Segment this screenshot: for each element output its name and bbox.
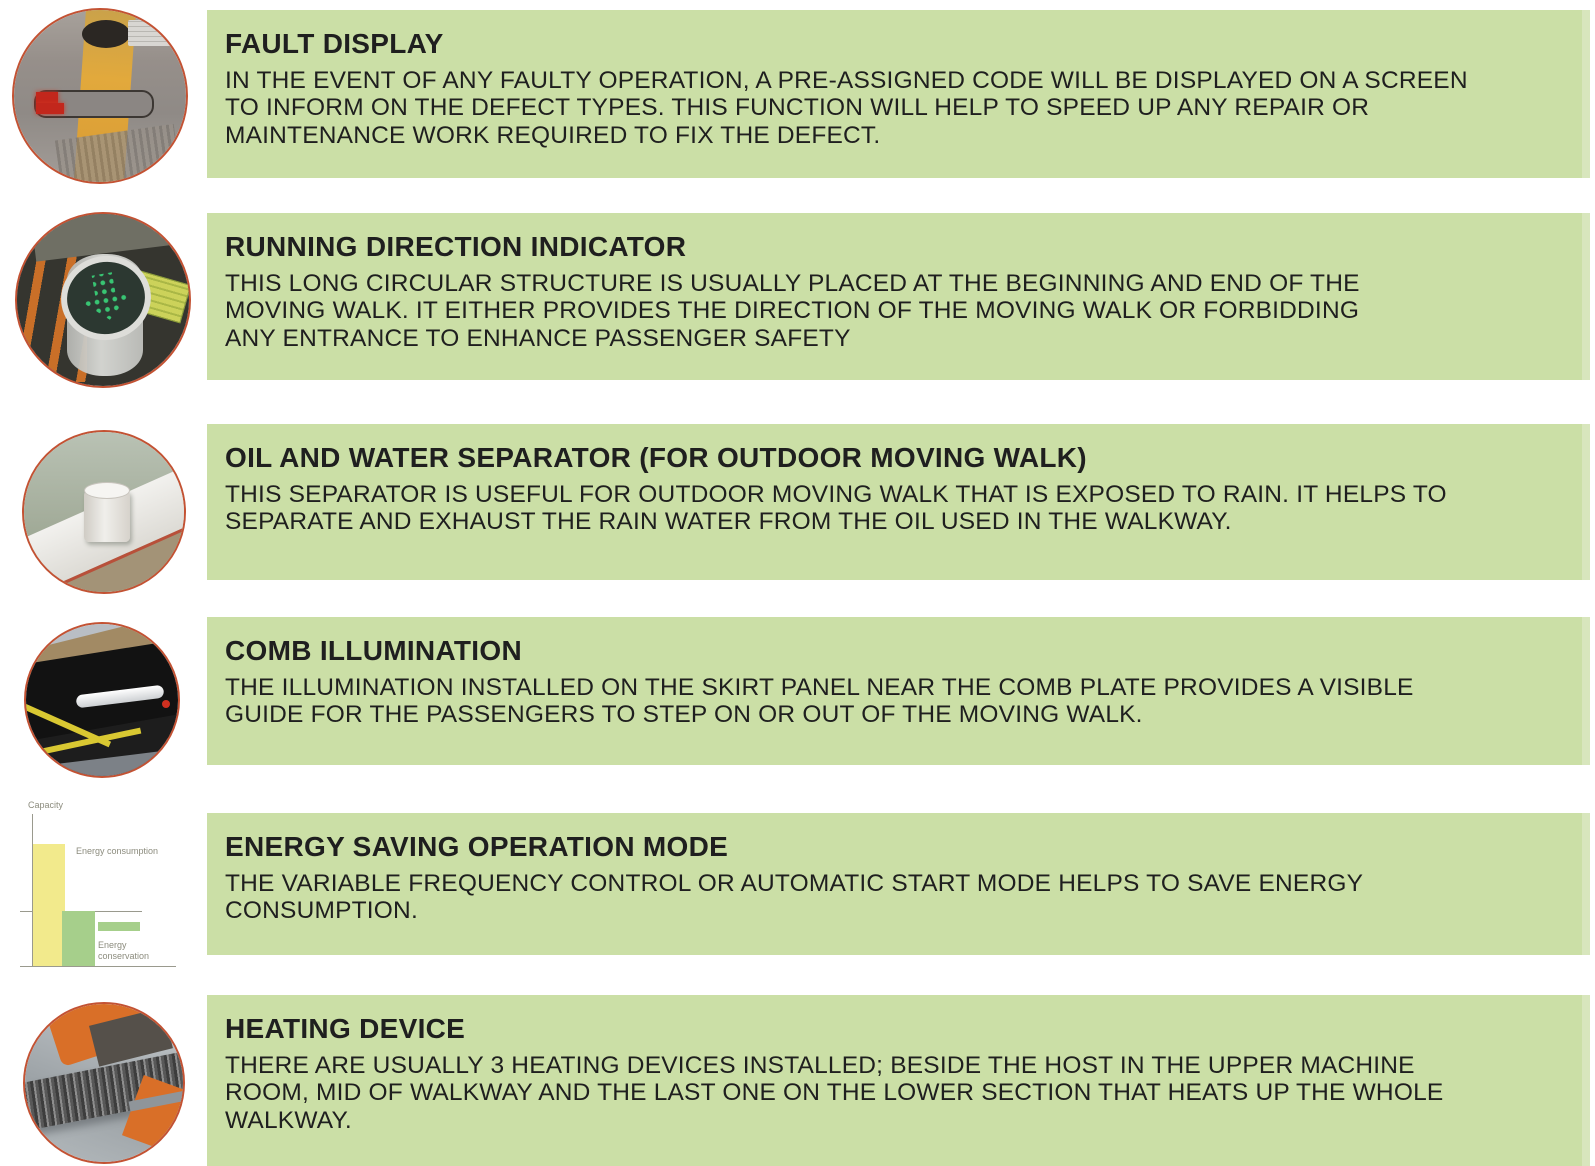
fault-code-led xyxy=(36,103,64,114)
section-body-line: THIS SEPARATOR IS USEFUL FOR OUTDOOR MOVING WALK THAT IS EXPOSED TO RAIN. IT HELPS TO xyxy=(225,481,1447,508)
fault-code-led xyxy=(36,92,58,103)
section-body-line: THE ILLUMINATION INSTALLED ON THE SKIRT PANEL NEAR THE COMB PLATE PROVIDES A VISIBLE xyxy=(225,674,1414,701)
comb-illumination-photo xyxy=(24,622,180,778)
section-body-line: THERE ARE USUALLY 3 HEATING DEVICES INSTALLED; BESIDE THE HOST IN THE UPPER MACHINE xyxy=(225,1052,1415,1079)
section-body-line: ANY ENTRANCE TO ENHANCE PASSENGER SAFETY xyxy=(225,324,851,352)
section-title: RUNNING DIRECTION INDICATOR xyxy=(225,231,687,262)
section-comb-illumination xyxy=(207,617,1590,765)
fault-display-photo xyxy=(12,8,188,184)
bar-energy-conservation xyxy=(62,911,95,966)
legend-swatch-energy-conservation xyxy=(98,922,140,931)
section-body-line: MAINTENANCE WORK REQUIRED TO FIX THE DEFECT. xyxy=(225,121,881,149)
section-body-line: THE VARIABLE FREQUENCY CONTROL OR AUTOMATIC START MODE HELPS TO SAVE ENERGY xyxy=(225,870,1364,897)
bar-energy-consumption xyxy=(33,844,65,966)
section-body-line: THIS LONG CIRCULAR STRUCTURE IS USUALLY PLACED AT THE BEGINNING AND END OF THE xyxy=(225,270,1360,297)
section-body-line: TO INFORM ON THE DEFECT TYPES. THIS FUNCTION WILL HELP TO SPEED UP ANY REPAIR OR xyxy=(225,94,1370,122)
running-direction-indicator-photo xyxy=(15,212,191,388)
section-heating-device xyxy=(207,995,1590,1166)
section-title: FAULT DISPLAY xyxy=(225,28,444,59)
section-body-line: CONSUMPTION. xyxy=(225,897,418,925)
section-body-line: ROOM, MID OF WALKWAY AND THE LAST ONE ON THE LOWER SECTION THAT HEATS UP THE WHOLE xyxy=(225,1079,1444,1107)
section-title: OIL AND WATER SEPARATOR (FOR OUTDOOR MOVING WALK) xyxy=(225,442,1087,473)
section-body-line: WALKWAY. xyxy=(225,1106,352,1134)
energy-saving-chart xyxy=(18,788,190,970)
fault-display-hole xyxy=(82,20,130,48)
section-energy-saving-operation-mode xyxy=(207,813,1590,955)
section-title: COMB ILLUMINATION xyxy=(225,635,522,666)
fault-display-sticker xyxy=(128,20,174,46)
chart-y-axis-label: Capacity xyxy=(28,800,64,810)
fault-display-screen xyxy=(34,90,154,118)
section-title: ENERGY SAVING OPERATION MODE xyxy=(225,831,729,862)
section-body-line: SEPARATE AND EXHAUST THE RAIN WATER FROM THE OIL USED IN THE WALKWAY. xyxy=(225,508,1232,536)
section-body-line: MOVING WALK. IT EITHER PROVIDES THE DIRECTION OF THE MOVING WALK OR FORBIDDING xyxy=(225,297,1360,325)
oil-water-separator-photo xyxy=(22,430,186,594)
heating-device-photo xyxy=(23,1002,185,1164)
red-indicator-dot xyxy=(162,700,170,708)
chart-baseline xyxy=(20,966,176,967)
separator-pipe-top xyxy=(84,482,130,499)
section-fault-display xyxy=(207,10,1590,178)
section-oil-water-separator xyxy=(207,424,1590,580)
section-body-line: GUIDE FOR THE PASSENGERS TO STEP ON OR OUT OF THE MOVING WALK. xyxy=(225,701,1143,729)
green-arrow-led-icon xyxy=(69,264,142,332)
label-energy-consumption: Energy consumption xyxy=(76,846,159,856)
section-title: HEATING DEVICE xyxy=(225,1013,466,1044)
section-body-line: IN THE EVENT OF ANY FAULTY OPERATION, A PRE-ASSIGNED CODE WILL BE DISPLAYED ON A SCREEN xyxy=(225,67,1468,94)
section-running-direction-indicator xyxy=(207,213,1590,380)
label-energy-conservation: Energy conservation xyxy=(98,940,150,961)
